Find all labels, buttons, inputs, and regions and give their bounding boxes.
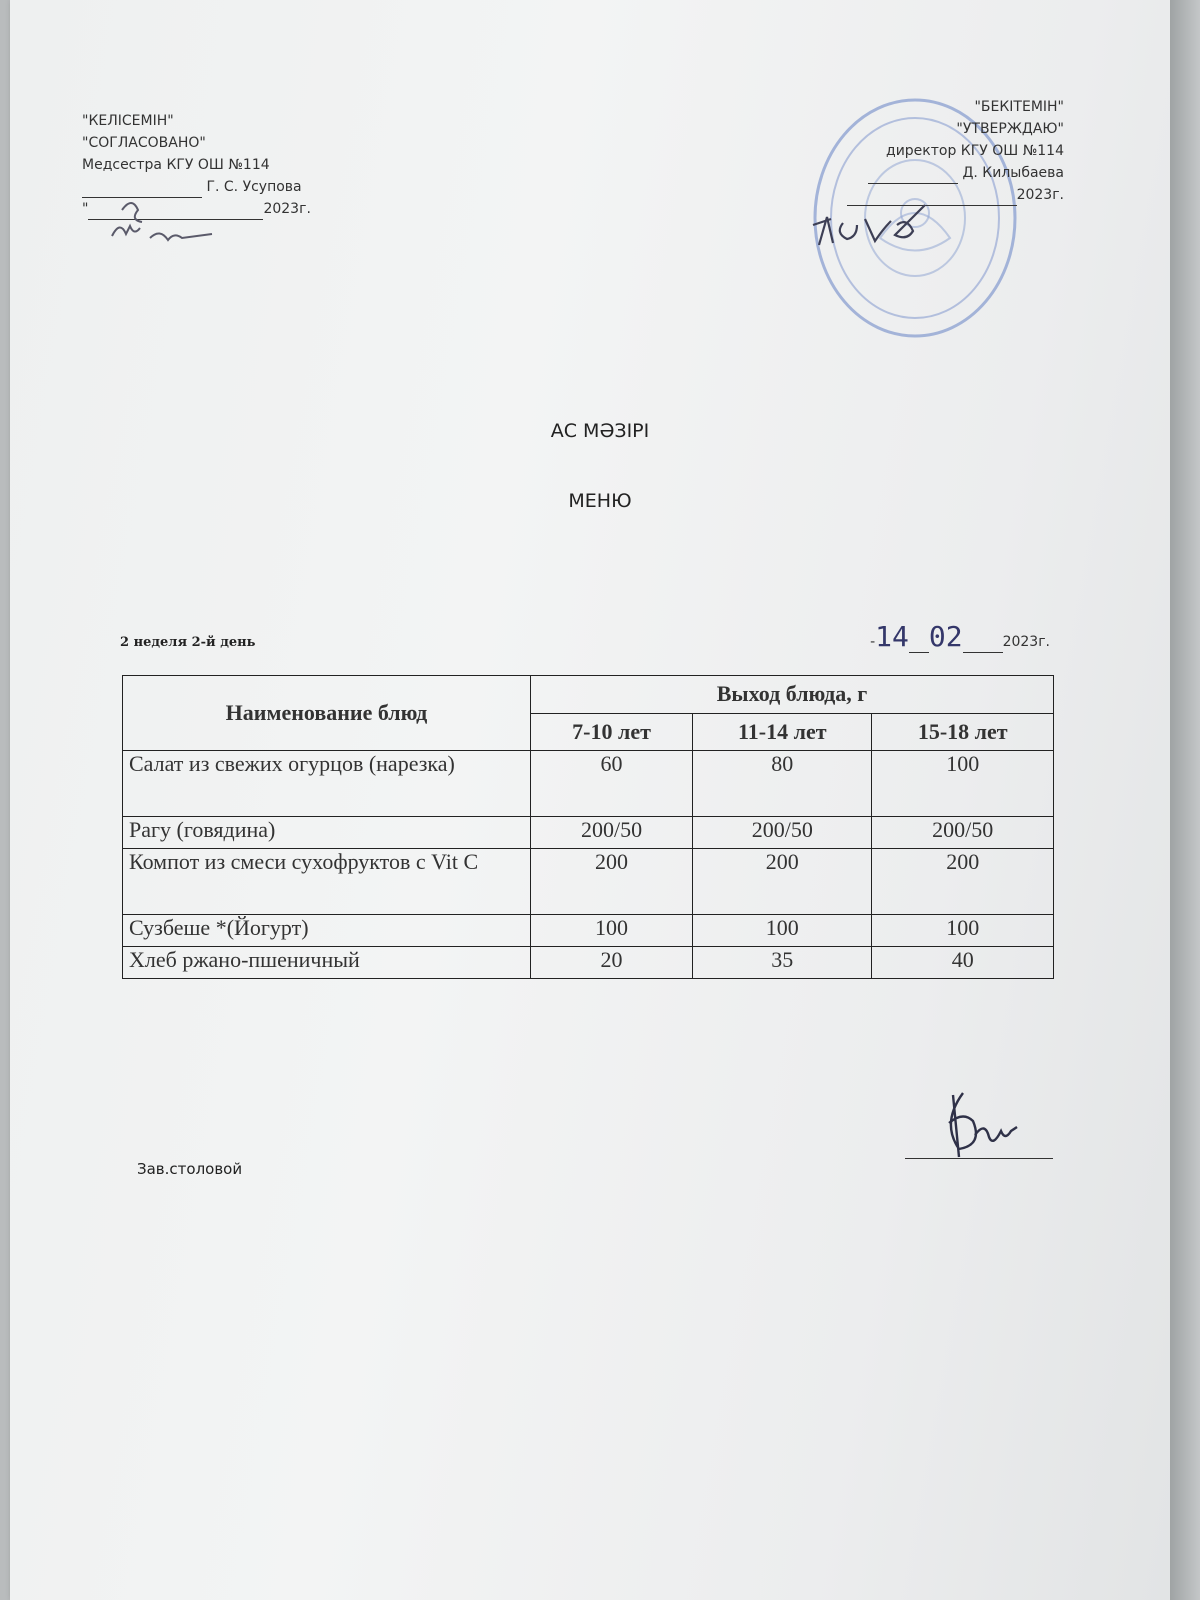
approval-left-year: 2023г. bbox=[263, 201, 311, 217]
menu-date-month: 02 bbox=[928, 620, 963, 653]
dish-output: 100 bbox=[872, 751, 1054, 817]
approval-left-line1: "КЕЛІСЕМІН" bbox=[82, 113, 174, 129]
signature-icon bbox=[92, 188, 242, 258]
dish-output: 20 bbox=[531, 947, 693, 979]
header-output: Выход блюда, г bbox=[531, 676, 1054, 714]
dish-output: 200/50 bbox=[693, 817, 872, 849]
menu-date: -14 02 2023г. bbox=[870, 620, 1050, 653]
dish-name: Хлеб ржано-пшеничный bbox=[123, 947, 531, 979]
dish-output: 200 bbox=[872, 849, 1054, 915]
approval-right-line1: "БЕКІТЕМІН" bbox=[974, 99, 1064, 115]
dish-name: Сузбеше *(Йогурт) bbox=[123, 915, 531, 947]
table-row bbox=[123, 849, 1054, 915]
dish-output: 80 bbox=[693, 751, 872, 817]
table-row bbox=[123, 947, 1054, 979]
approval-left-line3: Медсестра КГУ ОШ №114 bbox=[82, 157, 270, 173]
page-title-kazakh: АС МӘЗІРІ bbox=[550, 420, 650, 442]
menu-day-label: 2 неделя 2-й день bbox=[120, 635, 256, 650]
page-edge-background bbox=[1170, 0, 1200, 1600]
table-row bbox=[123, 915, 1054, 947]
table-header-row bbox=[123, 676, 1054, 714]
menu-date-day: 14 bbox=[875, 620, 909, 653]
dish-output: 100 bbox=[693, 915, 872, 947]
approval-right-block bbox=[847, 96, 1064, 206]
dish-output: 100 bbox=[531, 915, 693, 947]
table-row bbox=[123, 817, 1054, 849]
footer-canteen-head-label: Зав.столовой bbox=[137, 1160, 243, 1178]
dish-name: Рагу (говядина) bbox=[123, 817, 531, 849]
dish-output: 60 bbox=[531, 751, 693, 817]
dish-output: 200 bbox=[693, 849, 872, 915]
table-row bbox=[123, 751, 1054, 817]
approval-right-year: 2023г. bbox=[1016, 187, 1064, 203]
header-age-group: 15-18 лет bbox=[872, 713, 1054, 751]
dish-output: 40 bbox=[872, 947, 1054, 979]
approval-left-date-prefix: " bbox=[82, 201, 89, 217]
signature-icon bbox=[805, 195, 955, 265]
approval-right-line2: "УТВЕРЖДАЮ" bbox=[956, 121, 1064, 137]
dish-name: Салат из свежих огурцов (нарезка) bbox=[123, 751, 531, 817]
signature-icon bbox=[935, 1085, 1045, 1165]
dish-output: 200 bbox=[531, 849, 693, 915]
header-age-group: 7-10 лет bbox=[531, 713, 693, 751]
dish-output: 200/50 bbox=[531, 817, 693, 849]
header-age-group: 11-14 лет bbox=[693, 713, 872, 751]
header-dish-name: Наименование блюд bbox=[123, 676, 531, 751]
dish-output: 200/50 bbox=[872, 817, 1054, 849]
approval-right-signature-line bbox=[847, 162, 1064, 184]
menu-date-year: 2023г. bbox=[1002, 634, 1050, 650]
dish-name: Компот из смеси сухофруктов с Vit C bbox=[123, 849, 531, 915]
approval-right-name: Д. Килыбаева bbox=[962, 165, 1064, 181]
approval-right-line3: директор КГУ ОШ №114 bbox=[886, 143, 1064, 159]
approval-left-line2: "СОГЛАСОВАНО" bbox=[82, 135, 206, 151]
menu-table bbox=[122, 675, 1054, 979]
dish-output: 100 bbox=[872, 915, 1054, 947]
page-title-russian: МЕНЮ bbox=[568, 490, 632, 512]
dish-output: 35 bbox=[693, 947, 872, 979]
approval-left-name: Г. С. Усупова bbox=[206, 179, 302, 195]
